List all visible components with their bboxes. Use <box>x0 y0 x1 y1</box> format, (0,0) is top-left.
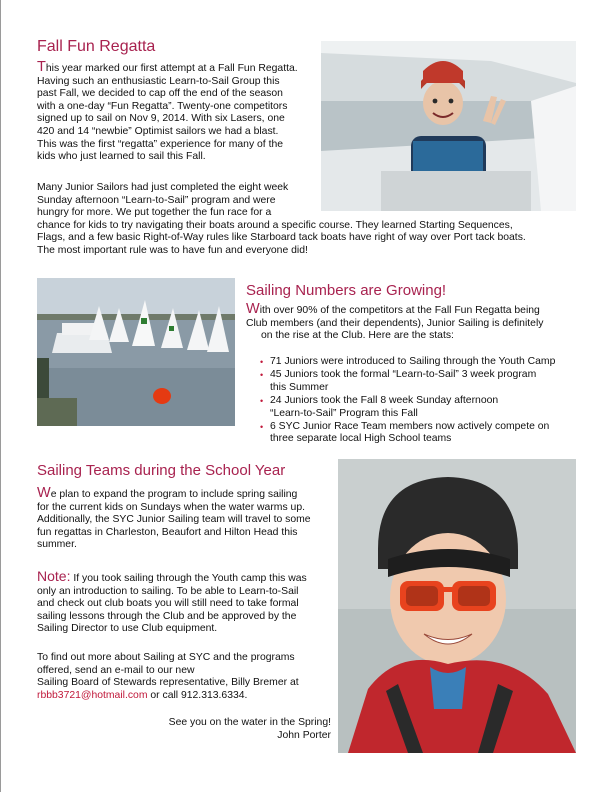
note-paragraph: Note: If you took sailing through the Youth camp this was only an introduction to sailing. To be able to Learn-to-Sail and check out club boats you will still need to take formal sailing lessons through the Club and be approved by the Sailing Director to use Club equipment. <box>37 568 307 635</box>
kid-with-sunglasses-image <box>338 459 576 753</box>
email-link[interactable]: rbbb3721@hotmail.com <box>37 689 148 701</box>
section-title-fall-fun-regatta: Fall Fun Regatta <box>37 38 156 55</box>
bullet-icon: • <box>260 422 264 433</box>
bullet-icon: • <box>260 396 264 407</box>
dropcap: W <box>37 485 51 501</box>
contact-paragraph: To find out more about Sailing at SYC and the programs offered, send an e-mail to our new Sailing Board of Stewards representative, Billy Bremer at rbbb3721@hotmail.com or call 912.313.6334. <box>37 652 299 701</box>
photo-kid-in-sailboat <box>321 41 576 211</box>
section-title-sailing-teams: Sailing Teams during the School Year <box>37 462 286 479</box>
stats-item: • 71 Juniors were introduced to Sailing through the Youth Camp <box>260 356 556 367</box>
bullet-icon: • <box>260 370 264 381</box>
dropcap: W <box>246 301 260 317</box>
dropcap: T <box>37 59 46 75</box>
regatta-paragraph-1: This year marked our first attempt at a Fall Fun Regatta. Having such an enthusiastic Learn-to-Sail Group this past Fall, we decided to cap off the end of the season with a one-day “Fun Regatta”. Twenty-one competitors signed up to sail on Nov 9, 2014. With six Lasers, one 420 and 14 “newbie” Optimist sailors we had a blast. This was the first “regatta” experience for many of the kids who just learned to sail this Fall. <box>37 59 298 163</box>
signature: John Porter <box>277 729 331 741</box>
teams-paragraph: We plan to expand the program to include spring sailing for the current kids on Sundays when the water warms up. Additionally, the SYC Junior Sailing team will travel to some fun regattas in Charleston, Beaufort and Hilton Head this summer. <box>37 485 311 551</box>
numbers-intro: With over 90% of the competitors at the Fall Fun Regatta being Club members (and their dependents), Junior Sailing is definitely on the rise at the Club. Here are the stats: <box>246 301 544 342</box>
closing-line: See you on the water in the Spring! <box>168 717 331 728</box>
regatta-paragraph-2: Many Junior Sailors had just completed the eight week Sunday afternoon “Learn-to-Sail” program and were hungry for more. We put together the fun race for a chance for kids to try navigating their boats around a specific course. They learned Starting Sequences, Flags, and a few basic Right-of-Way rules like Starboard tack boats have right of way over Port tack boats. The most important rule was to have fun and everyone did! <box>37 182 526 256</box>
note-label: Note: <box>37 568 71 584</box>
kid-in-sailboat-image <box>321 41 576 211</box>
section-title-sailing-numbers: Sailing Numbers are Growing! <box>246 282 447 299</box>
bullet-icon: • <box>260 357 264 367</box>
optimist-fleet-image <box>37 278 235 426</box>
photo-optimist-fleet <box>37 278 235 426</box>
stats-item: • 45 Juniors took the formal “Learn-to-Sail” 3 week program this Summer <box>260 369 537 393</box>
stats-item: • 6 SYC Junior Race Team members now actively compete on three separate local High School teams <box>260 421 550 445</box>
photo-kid-with-sunglasses <box>338 459 576 753</box>
closing-block <box>37 717 331 742</box>
stats-list <box>256 356 586 447</box>
stats-item: • 24 Juniors took the Fall 8 week Sunday afternoon “Learn-to-Sail” Program this Fall <box>260 395 499 419</box>
